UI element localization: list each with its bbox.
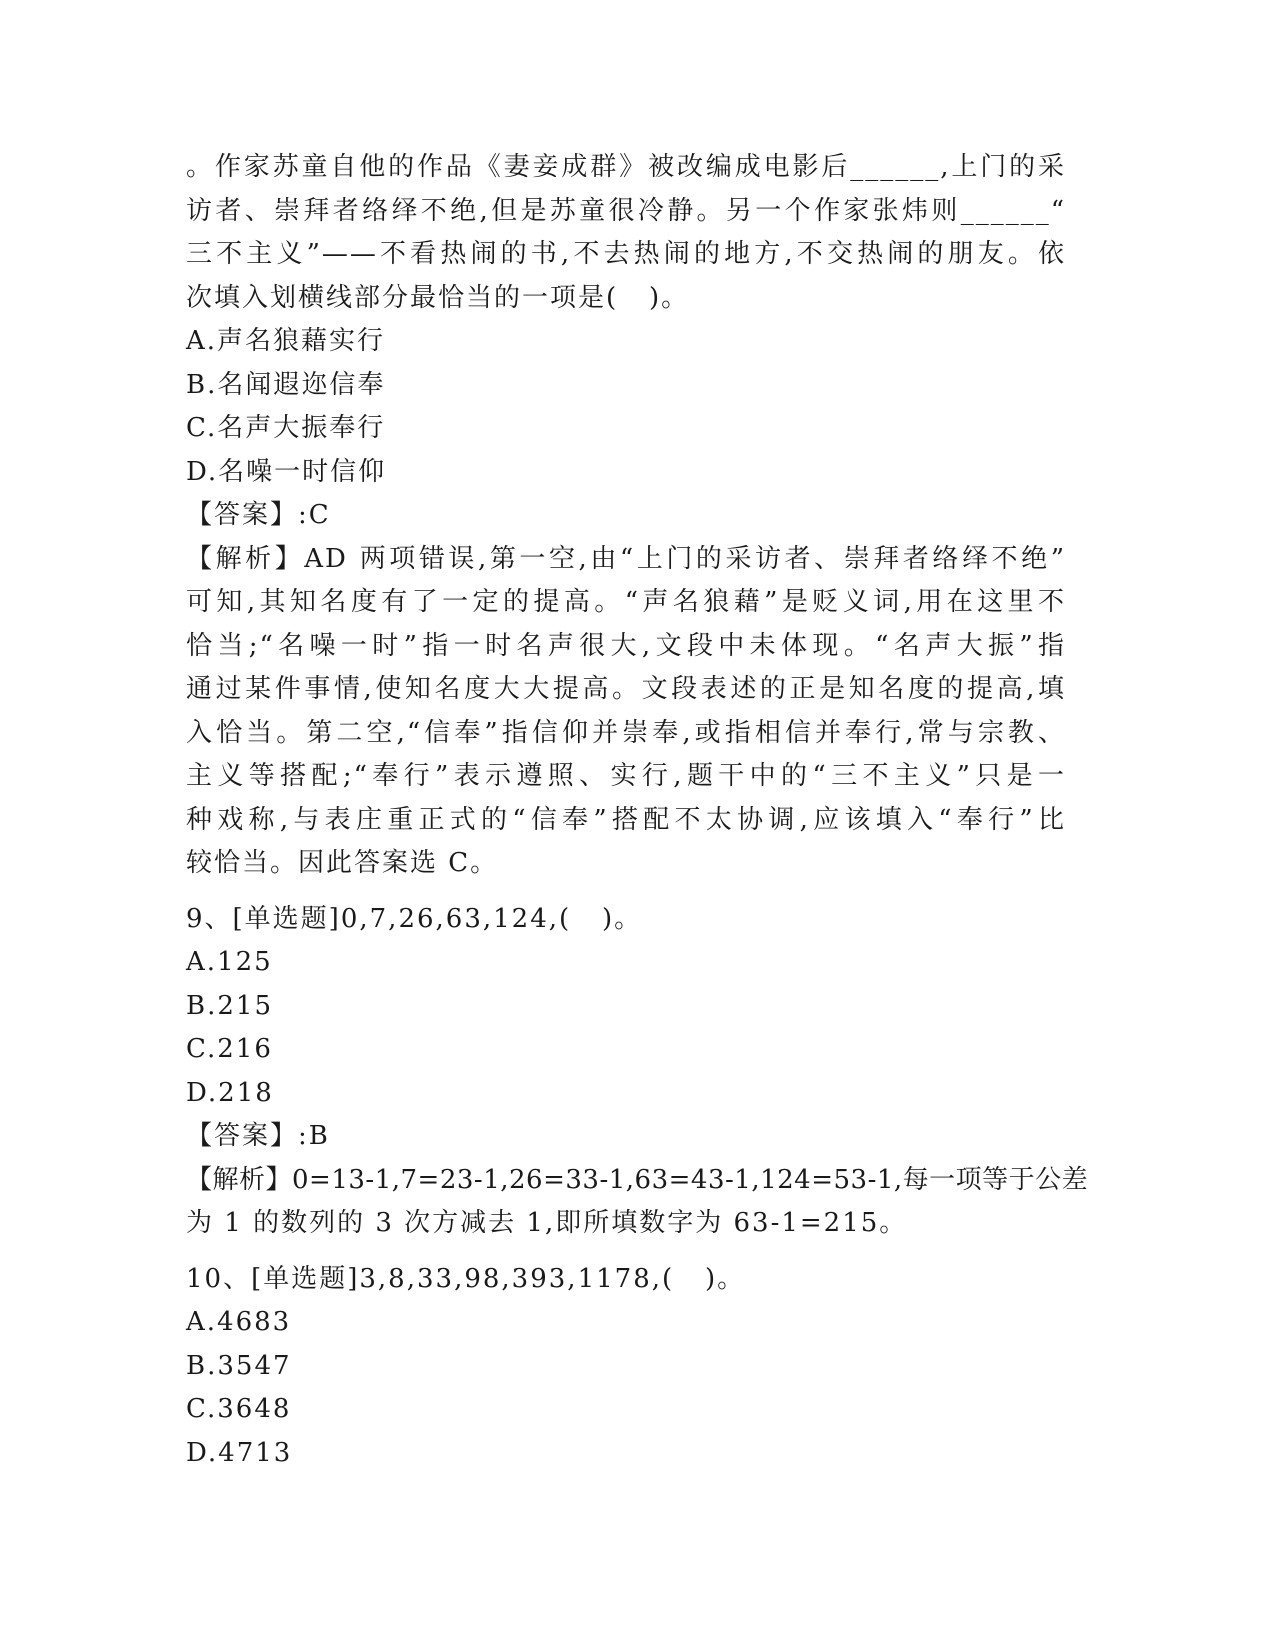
option-c: C.3648: [186, 1394, 292, 1424]
question-stem-line: 次填入划横线部分最恰当的一项是( )。: [186, 282, 690, 313]
analysis-line: 种戏称,与表庄重正式的“信奉”搭配不太协调,应该填入“奉行”比: [186, 804, 1066, 835]
option-d: D.218: [186, 1077, 274, 1108]
option-c: C.216: [186, 1034, 273, 1064]
option-a: A.声名狼藉实行: [186, 326, 386, 356]
question-8: [186, 146, 1066, 886]
question-9: [186, 898, 1089, 1246]
answer: 【答案】:B: [186, 1121, 330, 1151]
option-b: B.3547: [186, 1350, 292, 1381]
analysis-line: 主义等搭配;“奉行”表示遵照、实行,题干中的“三不主义”只是一: [186, 761, 1066, 791]
question-stem: 9、[单选题]0,7,26,63,124,( )。: [186, 903, 643, 934]
analysis-line: 为 1 的数列的 3 次方减去 1,即所填数字为 63-1=215。: [186, 1208, 908, 1238]
analysis-line: 可知,其知名度有了一定的提高。“声名狼藉”是贬义词,用在这里不: [186, 587, 1066, 617]
option-b: B.名闻遐迩信奉: [186, 369, 386, 400]
answer: 【答案】:C: [186, 500, 331, 530]
option-d: D.名噪一时信仰: [186, 456, 387, 487]
question-stem: 10、[单选题]3,8,33,98,393,1178,( )。: [186, 1263, 746, 1294]
option-a: A.125: [186, 947, 273, 977]
analysis-line: 通过某件事情,使知名度大大提高。文段表述的正是知名度的提高,填: [186, 674, 1066, 704]
option-a: A.4683: [186, 1307, 292, 1337]
analysis-line: 【解析】0=13-1,7=23-1,26=33-1,63=43-1,124=53-1,每一项等于公差: [186, 1164, 1089, 1195]
option-b: B.215: [186, 990, 273, 1021]
analysis-line: 入恰当。第二空,“信奉”指信仰并崇奉,或指相信并奉行,常与宗教、: [186, 717, 1066, 748]
analysis-line: 恰当;“名噪一时”指一时名声很大,文段中未体现。“名声大振”指: [186, 630, 1066, 661]
question-10: [186, 1258, 1066, 1476]
document-page: [186, 146, 1089, 1475]
option-c: C.名声大振奉行: [186, 413, 386, 443]
analysis-line: 【解析】AD 两项错误,第一空,由“上门的采访者、崇拜者络绎不绝”: [186, 543, 1066, 574]
question-stem-line: 三不主义”——不看热闹的书,不去热闹的地方,不交热闹的朋友。依: [186, 239, 1066, 269]
analysis-line: 较恰当。因此答案选 C。: [186, 848, 499, 878]
option-d: D.4713: [186, 1437, 293, 1468]
question-stem-line: 。作家苏童自他的作品《妻妾成群》被改编成电影后______,上门的采: [186, 152, 1066, 182]
question-stem-line: 访者、崇拜者络绎不绝,但是苏童很冷静。另一个作家张炜则______“: [186, 195, 1066, 226]
